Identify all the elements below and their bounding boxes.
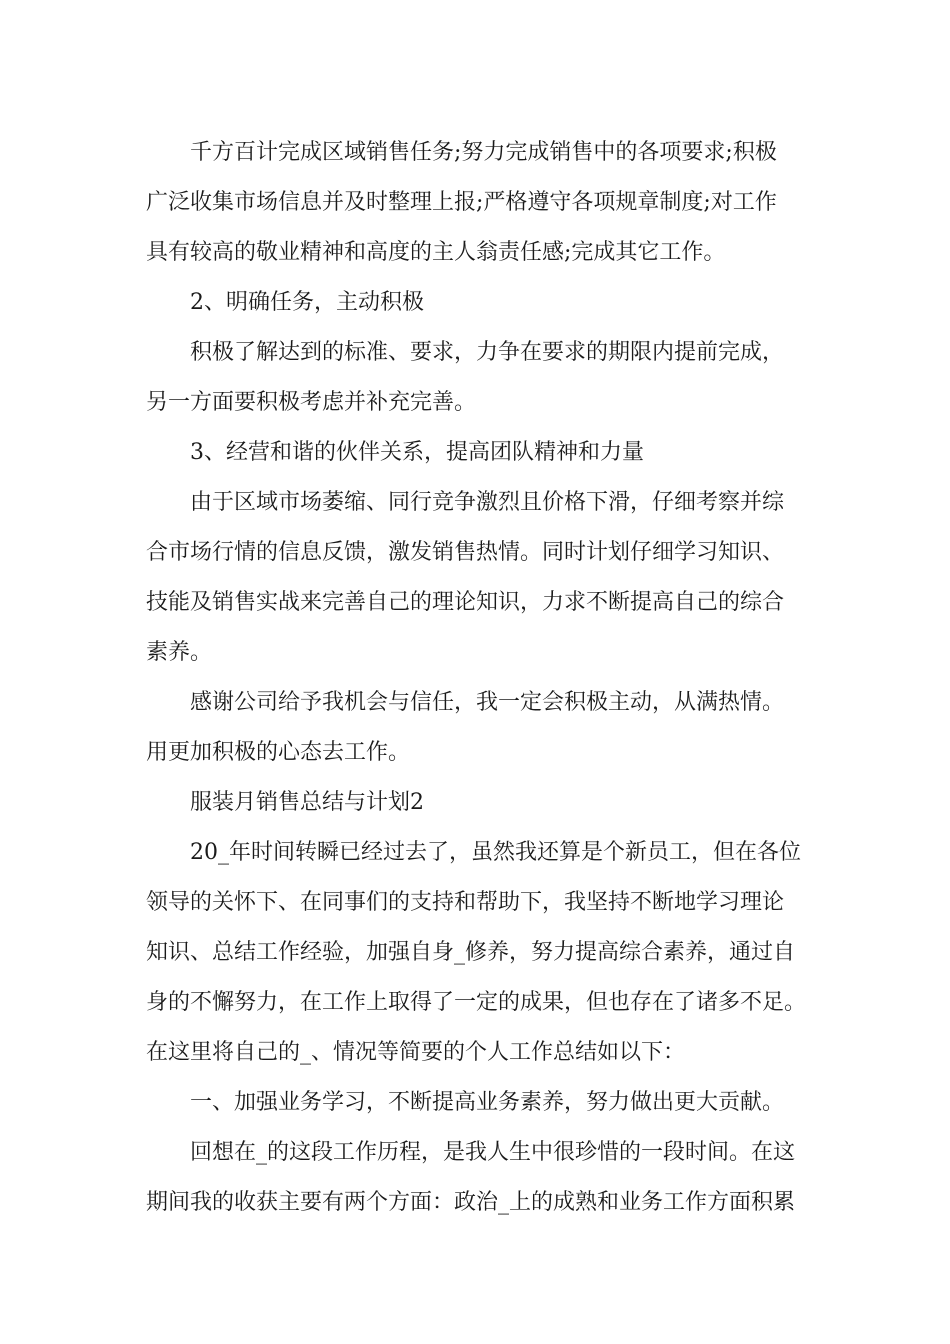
text-line: 合市场行情的信息反馈，激发销售热情。同时计划仔细学习知识、 <box>146 540 785 565</box>
text-line: 期间我的收获主要有两个方面：政治_上的成熟和业务工作方面积累 <box>146 1190 796 1215</box>
paragraph <box>146 478 816 678</box>
text-line: 由于区域市场萎缩、同行竞争激烈且价格下滑，仔细考察并综 <box>190 490 785 515</box>
paragraph <box>146 678 816 778</box>
document-body <box>146 128 816 1228</box>
text-line: 一、加强业务学习，不断提高业务素养，努力做出更大贡献。 <box>190 1090 785 1115</box>
text-line: 2、明确任务，主动积极 <box>190 290 424 315</box>
text-line: 积极了解达到的标准、要求，力争在要求的期限内提前完成， <box>190 340 785 365</box>
section-heading <box>146 1078 816 1128</box>
text-line: 具有较高的敬业精神和高度的主人翁责任感;完成其它工作。 <box>146 240 726 265</box>
paragraph <box>146 328 816 428</box>
text-line: 知识、总结工作经验，加强自身_修养，努力提高综合素养，通过自 <box>146 940 796 965</box>
paragraph <box>146 128 816 278</box>
section-heading <box>146 278 816 328</box>
document-title <box>146 778 816 828</box>
text-line: 身的不懈努力，在工作上取得了一定的成果，但也存在了诸多不足。 <box>146 990 807 1015</box>
paragraph <box>146 828 816 1078</box>
section-heading <box>146 428 816 478</box>
paragraph <box>146 1128 816 1228</box>
text-line: 素养。 <box>146 640 213 665</box>
text-line: 在这里将自己的_、情况等简要的个人工作总结如以下： <box>146 1040 686 1065</box>
text-line: 领导的关怀下、在同事们的支持和帮助下，我坚持不断地学习理论 <box>146 890 785 915</box>
text-line: 20_年时间转瞬已经过去了，虽然我还算是个新员工，但在各位 <box>190 840 801 865</box>
text-line: 用更加积极的心态去工作。 <box>146 740 411 765</box>
text-line: 广泛收集市场信息并及时整理上报;严格遵守各项规章制度;对工作 <box>146 190 777 215</box>
text-line: 另一方面要积极考虑并补充完善。 <box>146 390 477 415</box>
text-line: 3、经营和谐的伙伴关系，提高团队精神和力量 <box>190 440 644 465</box>
text-line: 服装月销售总结与计划2 <box>190 790 424 815</box>
text-line: 感谢公司给予我机会与信任，我一定会积极主动，从满热情。 <box>190 690 785 715</box>
text-line: 回想在_的这段工作历程，是我人生中很珍惜的一段时间。在这 <box>190 1140 796 1165</box>
text-line: 技能及销售实战来完善自己的理论知识，力求不断提高自己的综合 <box>146 590 785 615</box>
text-line: 千方百计完成区域销售任务;努力完成销售中的各项要求;积极 <box>190 140 777 165</box>
